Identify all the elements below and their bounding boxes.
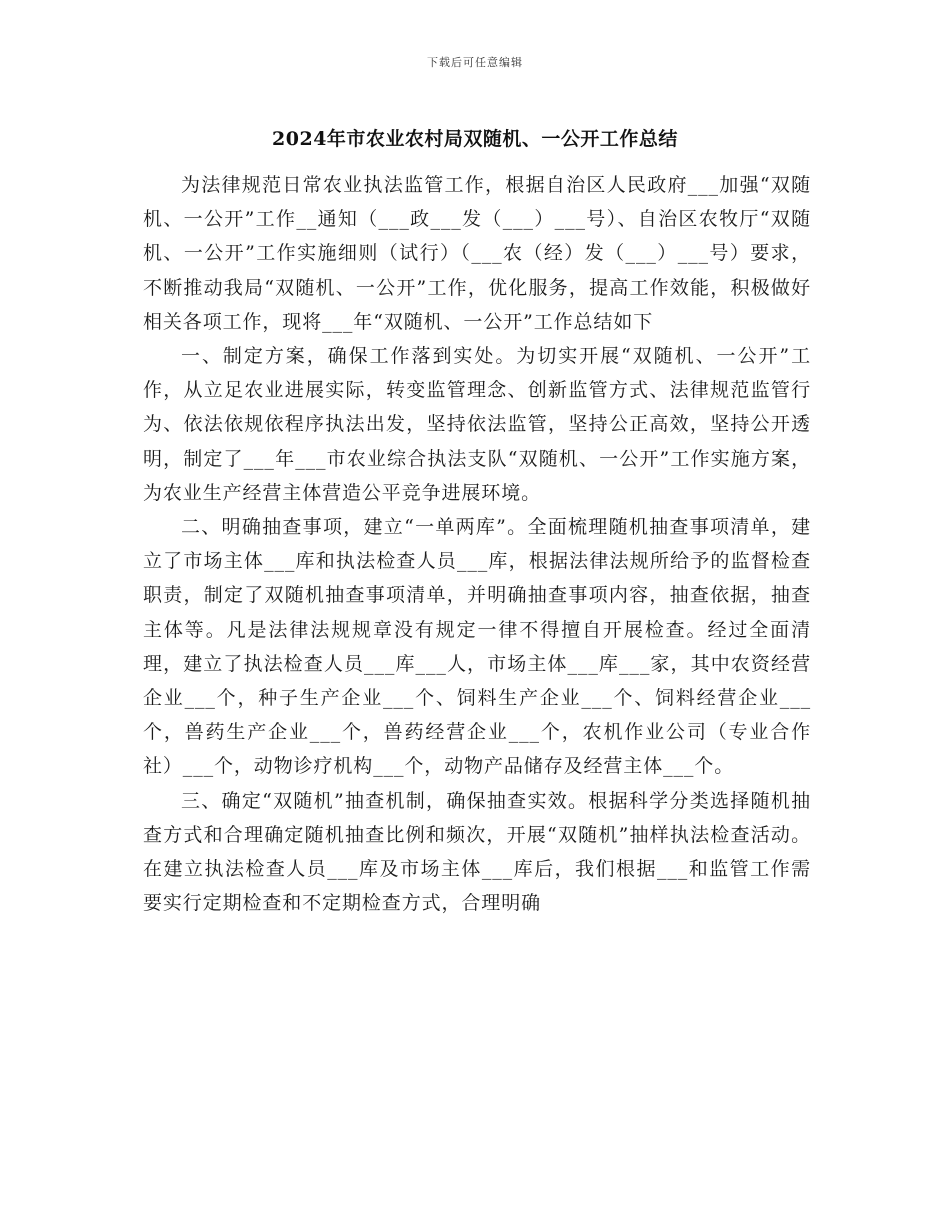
paragraph-section-1: 一、制定方案，确保工作落到实处。为切实开展“双随机、一公开”工作，从立足农业进展实际，转变监管理念、创新监管方式、法律规范监管行为、依法依规依程序执法出发，坚持依法监管，坚持公正高效，坚持公开透明，制定了___年___市农业综合执法支队“双随机、一公开”工作实施方案，为农业生产经营主体营造公平竞争进展环境。 [143,345,811,504]
paragraph-section-2: 二、明确抽查事项，建立“一单两库”。全面梳理随机抽查事项清单，建立了市场主体___库和执法检查人员___库，根据法律法规所给予的监督检查职责，制定了双随机抽查事项清单，并明确抽查事项内容，抽查依据，抽查主体等。凡是法律法规规章没有规定一律不得擅自开展检查。经过全面清理，建立了执法检查人员___库___人，市场主体___库___家，其中农资经营企业___个，种子生产企业___个、饲料生产企业___个、饲料经营企业___个，兽药生产企业___个，兽药经营企业___个，农机作业公司（专业合作社）___个，动物诊疗机构___个，动物产品储存及经营主体___个。 [143,516,811,778]
page-header-note: 下载后可任意编辑 [427,56,523,69]
paragraph-intro: 为法律规范日常农业执法监管工作，根据自治区人民政府___加强“双随机、一公开”工作__通知（___政___发（___）___号）、自治区农牧厅“双随机、一公开”工作实施细则（试行）（___农（经）发（___）___号）要求，不断推动我局“双随机、一公开”工作，优化服务，提高工作效能，积极做好相关各项工作，现将___年“双随机、一公开”工作总结如下 [143,174,811,333]
document-title: 2024年市农业农村局双随机、一公开工作总结 [272,128,678,150]
paragraph-section-3: 三、确定“双随机”抽查机制，确保抽查实效。根据科学分类选择随机抽查方式和合理确定随机抽查比例和频次，开展“双随机”抽样执法检查活动。在建立执法检查人员___库及市场主体___库后，我们根据___和监管工作需要实行定期检查和不定期检查方式，合理明确 [143,789,811,915]
document-body [143,168,811,920]
